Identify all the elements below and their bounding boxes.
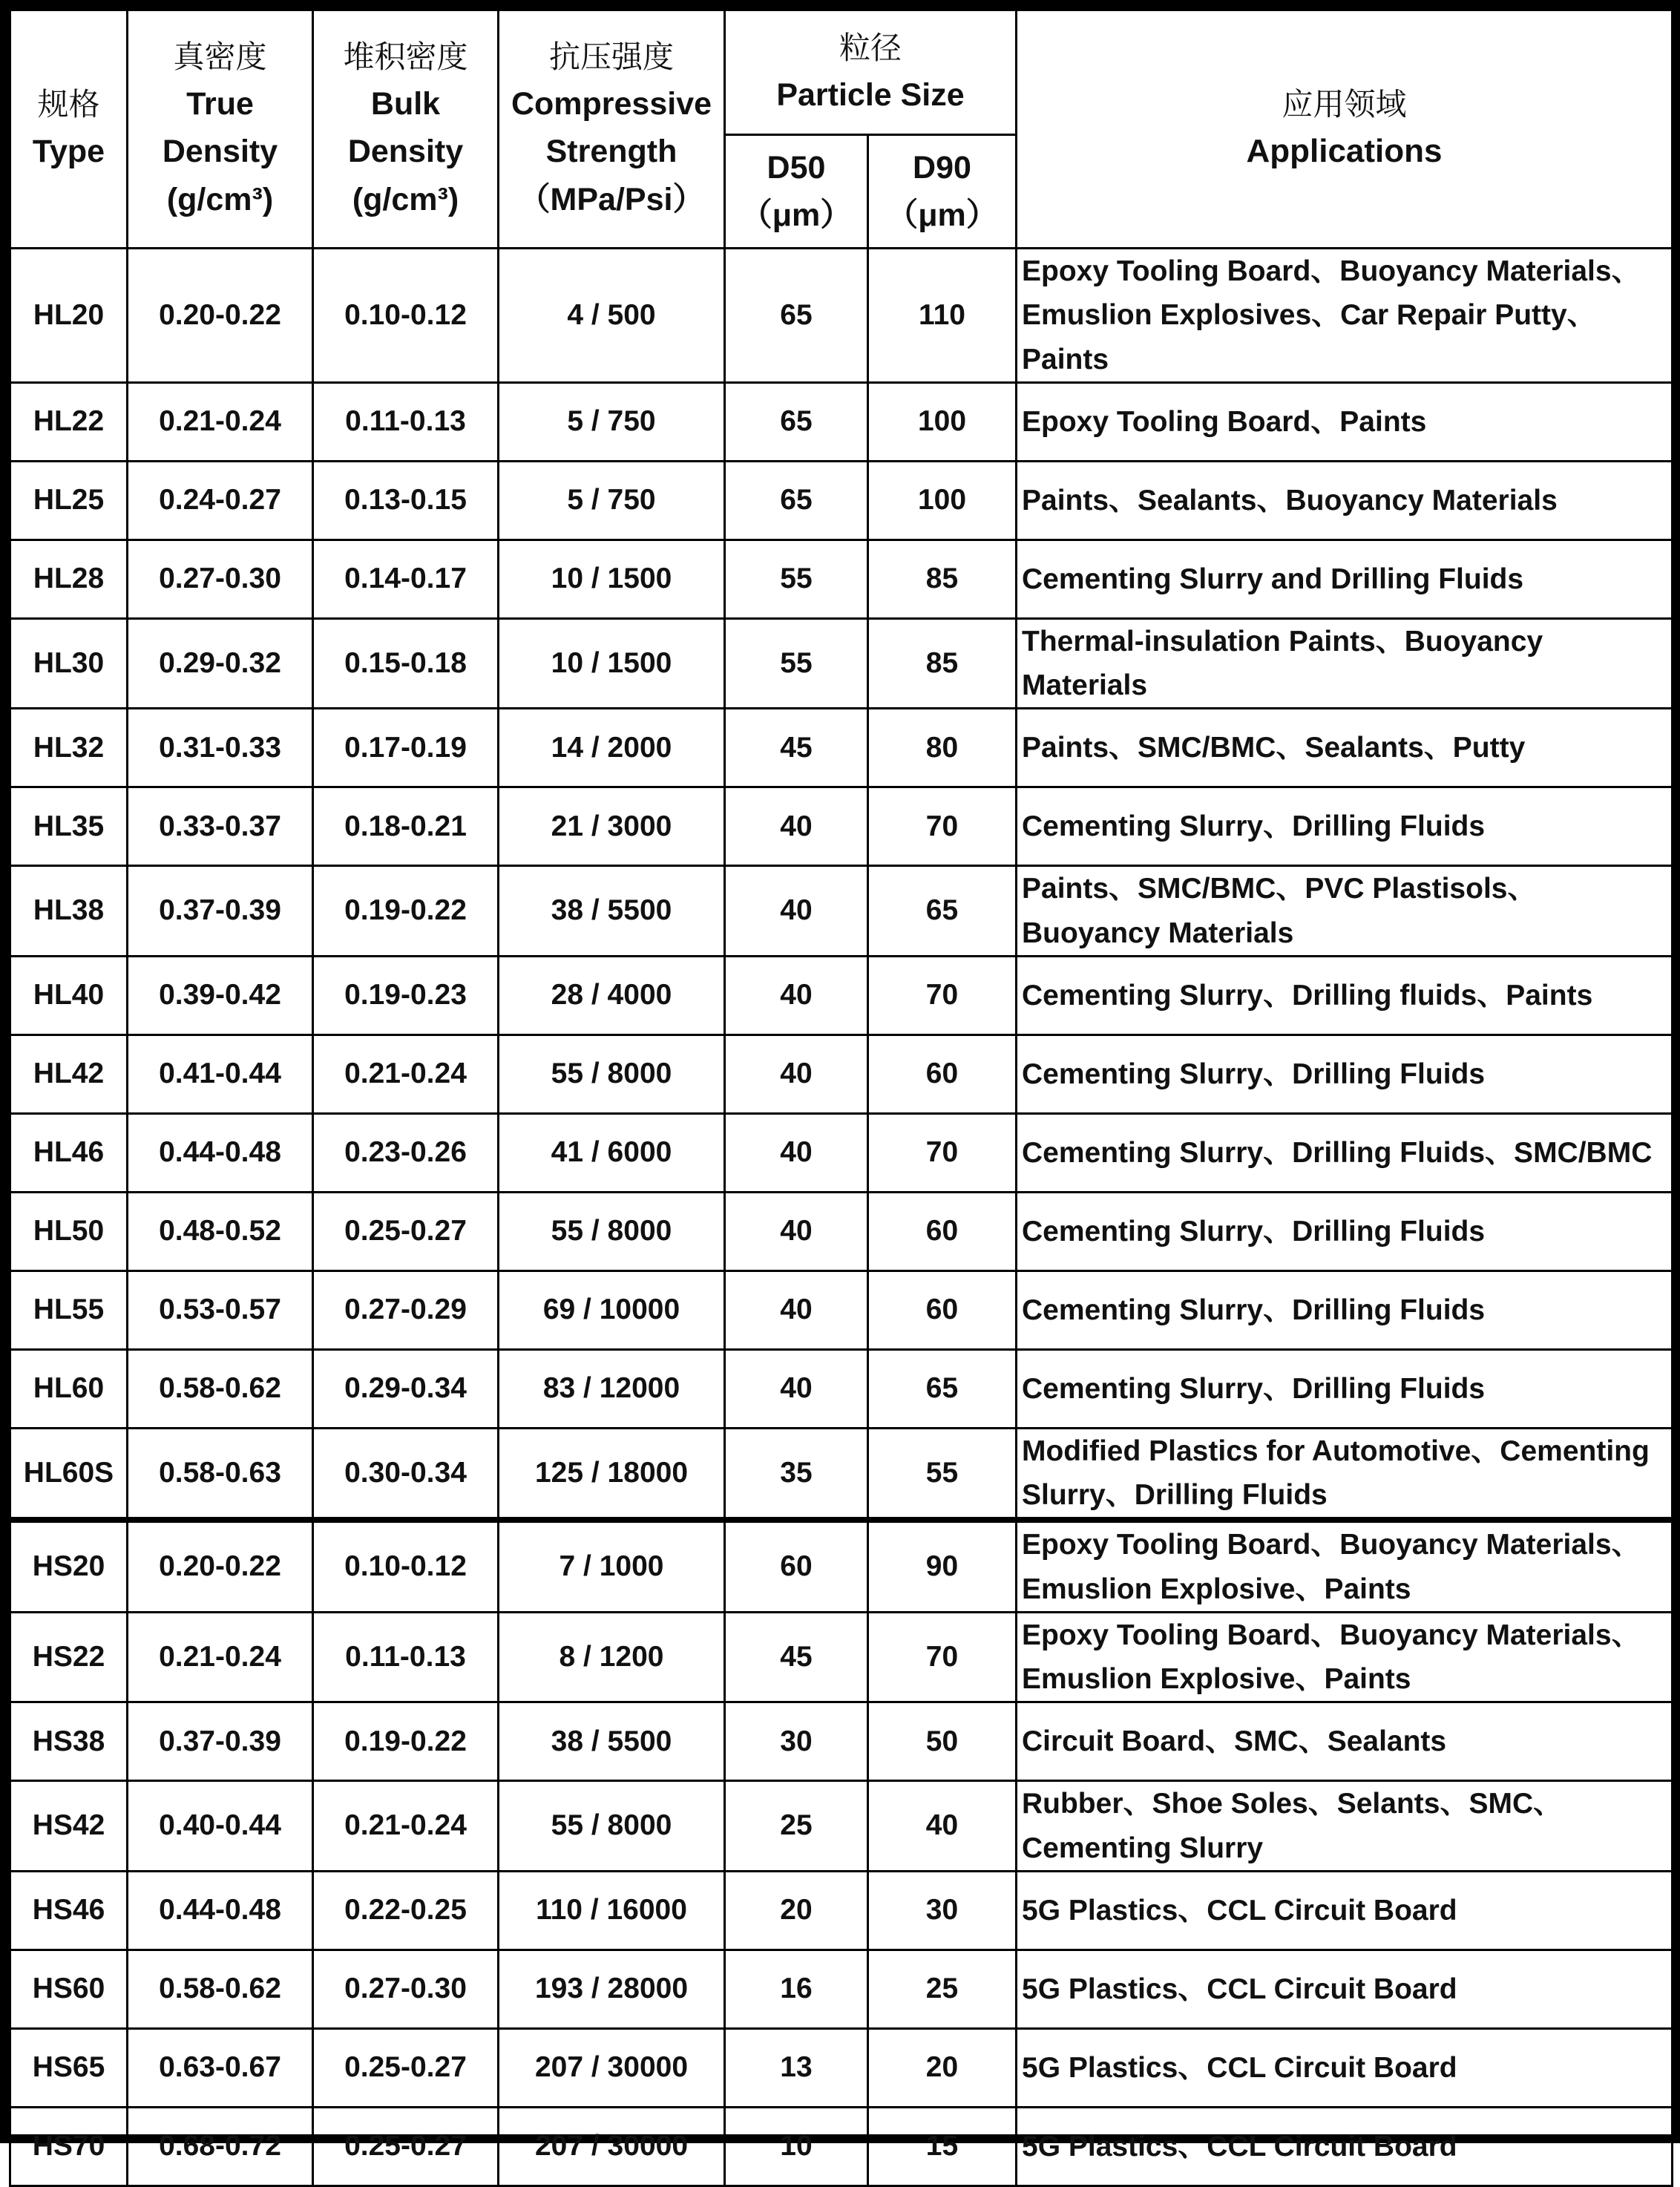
bulk-density-cell: 0.25-0.27 [313,2028,499,2107]
applications-cell: Cementing Slurry、Drilling Fluids [1017,1192,1673,1270]
header-type-zh: 规格 [37,86,100,123]
d50-cell: 65 [725,382,868,461]
d50-cell: 40 [725,787,868,866]
compressive-strength-cell: 21 / 3000 [499,787,725,866]
table-row [10,461,1673,540]
table-row [10,1270,1673,1349]
header-bulk-density-en-1: Bulk [370,85,441,122]
d50-cell: 35 [725,1428,868,1520]
type-cell: HS46 [10,1871,128,1950]
table-body [10,249,1673,2186]
table-row [10,1612,1673,1702]
table-row [10,709,1673,787]
header-bulk-density-zh: 堆积密度 [343,38,468,75]
true-density-cell: 0.68-0.72 [128,2107,313,2186]
header-d50-unit: （μm） [740,197,853,233]
d50-cell: 10 [725,2107,868,2186]
type-cell: HL20 [10,249,128,383]
d50-cell: 65 [725,249,868,383]
type-cell: HS60 [10,1950,128,2028]
bulk-density-cell: 0.14-0.17 [313,540,499,618]
header-strength-en-1: Compressive [511,85,712,122]
d50-cell: 65 [725,461,868,540]
table-row [10,1113,1673,1192]
type-cell: HL28 [10,540,128,618]
true-density-cell: 0.31-0.33 [128,709,313,787]
compressive-strength-cell: 69 / 10000 [499,1270,725,1349]
table-row [10,1349,1673,1428]
type-cell: HL40 [10,956,128,1035]
type-cell: HL55 [10,1270,128,1349]
applications-cell: 5G Plastics、CCL Circuit Board [1017,2028,1673,2107]
d90-cell: 60 [868,1035,1017,1113]
true-density-cell: 0.21-0.24 [128,382,313,461]
table-row [10,1192,1673,1270]
type-cell: HL60 [10,1349,128,1428]
d90-cell: 70 [868,1113,1017,1192]
applications-cell: Cementing Slurry、Drilling Fluids [1017,787,1673,866]
type-cell: HL22 [10,382,128,461]
header-applications-zh: 应用领域 [1282,85,1407,122]
applications-cell: Modified Plastics for Automotive、Cementing Slurry、Drilling Fluids [1017,1428,1673,1520]
table-row [10,382,1673,461]
applications-cell: Paints、Sealants、Buoyancy Materials [1017,461,1673,540]
type-cell: HL38 [10,866,128,957]
header-applications [1017,10,1673,249]
applications-cell: Paints、SMC/BMC、PVC Plastisols、Buoyancy Materials [1017,866,1673,957]
compressive-strength-cell: 83 / 12000 [499,1349,725,1428]
bulk-density-cell: 0.27-0.29 [313,1270,499,1349]
applications-cell: Epoxy Tooling Board、Buoyancy Materials、Emuslion Explosive、Paints [1017,1520,1673,1612]
header-d90-label: D90 [913,149,971,186]
bulk-density-cell: 0.11-0.13 [313,382,499,461]
true-density-cell: 0.37-0.39 [128,1702,313,1781]
header-type-en: Type [32,134,105,170]
type-cell: HS38 [10,1702,128,1781]
applications-cell: 5G Plastics、CCL Circuit Board [1017,1871,1673,1950]
header-true-density-en-2: Density [162,134,278,170]
d90-cell: 40 [868,1781,1017,1872]
applications-cell: Paints、SMC/BMC、Sealants、Putty [1017,709,1673,787]
table-row [10,1871,1673,1950]
compressive-strength-cell: 28 / 4000 [499,956,725,1035]
bulk-density-cell: 0.10-0.12 [313,1520,499,1612]
header-compressive-strength [499,10,725,249]
header-true-density-unit: (g/cm³) [166,181,274,217]
d50-cell: 55 [725,618,868,709]
compressive-strength-cell: 8 / 1200 [499,1612,725,1702]
header-d50 [725,135,868,249]
true-density-cell: 0.63-0.67 [128,2028,313,2107]
d50-cell: 55 [725,540,868,618]
bulk-density-cell: 0.23-0.26 [313,1113,499,1192]
d90-cell: 100 [868,382,1017,461]
true-density-cell: 0.39-0.42 [128,956,313,1035]
header-bulk-density [313,10,499,249]
d90-cell: 55 [868,1428,1017,1520]
applications-cell: 5G Plastics、CCL Circuit Board [1017,2107,1673,2186]
bulk-density-cell: 0.15-0.18 [313,618,499,709]
d90-cell: 15 [868,2107,1017,2186]
header-strength-zh: 抗压强度 [548,38,674,75]
applications-cell: Epoxy Tooling Board、Buoyancy Materials、Emuslion Explosives、Car Repair Putty、Paints [1017,249,1673,383]
d90-cell: 50 [868,1702,1017,1781]
d50-cell: 45 [725,709,868,787]
d90-cell: 70 [868,787,1017,866]
applications-cell: Cementing Slurry、Drilling Fluids [1017,1035,1673,1113]
header-row-1 [10,10,1673,135]
bulk-density-cell: 0.11-0.13 [313,1612,499,1702]
d90-cell: 110 [868,249,1017,383]
bulk-density-cell: 0.21-0.24 [313,1781,499,1872]
table-row [10,1035,1673,1113]
type-cell: HS20 [10,1520,128,1612]
true-density-cell: 0.27-0.30 [128,540,313,618]
d90-cell: 70 [868,956,1017,1035]
d90-cell: 30 [868,1871,1017,1950]
applications-cell: Rubber、Shoe Soles、Selants、SMC、Cementing Slurry [1017,1781,1673,1872]
table-row [10,1520,1673,1612]
true-density-cell: 0.21-0.24 [128,1612,313,1702]
header-d90 [868,135,1017,249]
table-row [10,1702,1673,1781]
header-bulk-density-unit: (g/cm³) [352,181,459,217]
compressive-strength-cell: 10 / 1500 [499,540,725,618]
table-row [10,866,1673,957]
compressive-strength-cell: 38 / 5500 [499,866,725,957]
true-density-cell: 0.53-0.57 [128,1270,313,1349]
d90-cell: 70 [868,1612,1017,1702]
d90-cell: 100 [868,461,1017,540]
bulk-density-cell: 0.17-0.19 [313,709,499,787]
d50-cell: 25 [725,1781,868,1872]
d90-cell: 25 [868,1950,1017,2028]
d50-cell: 45 [725,1612,868,1702]
d90-cell: 85 [868,618,1017,709]
d90-cell: 60 [868,1270,1017,1349]
header-d90-unit: （μm） [886,197,998,233]
type-cell: HL46 [10,1113,128,1192]
type-cell: HL42 [10,1035,128,1113]
applications-cell: Epoxy Tooling Board、Paints [1017,382,1673,461]
type-cell: HL35 [10,787,128,866]
table-row [10,540,1673,618]
compressive-strength-cell: 55 / 8000 [499,1192,725,1270]
true-density-cell: 0.58-0.63 [128,1428,313,1520]
d90-cell: 20 [868,2028,1017,2107]
compressive-strength-cell: 125 / 18000 [499,1428,725,1520]
header-particle-size-zh: 粒径 [839,29,902,66]
bulk-density-cell: 0.25-0.27 [313,2107,499,2186]
applications-cell: Cementing Slurry and Drilling Fluids [1017,540,1673,618]
true-density-cell: 0.41-0.44 [128,1035,313,1113]
d50-cell: 40 [725,1192,868,1270]
true-density-cell: 0.24-0.27 [128,461,313,540]
bulk-density-cell: 0.19-0.22 [313,1702,499,1781]
applications-cell: Cementing Slurry、Drilling fluids、Paints [1017,956,1673,1035]
header-true-density [128,10,313,249]
header-particle-size-en: Particle Size [776,76,965,113]
true-density-cell: 0.58-0.62 [128,1950,313,2028]
bulk-density-cell: 0.19-0.22 [313,866,499,957]
bulk-density-cell: 0.18-0.21 [313,787,499,866]
d50-cell: 20 [725,1871,868,1950]
header-bulk-density-en-2: Density [347,134,464,170]
bulk-density-cell: 0.27-0.30 [313,1950,499,2028]
bulk-density-cell: 0.21-0.24 [313,1035,499,1113]
d50-cell: 30 [725,1702,868,1781]
table-row [10,1428,1673,1520]
applications-cell: Circuit Board、SMC、Sealants [1017,1702,1673,1781]
d50-cell: 40 [725,1035,868,1113]
header-strength-unit: （MPa/Psi） [518,181,705,217]
compressive-strength-cell: 55 / 8000 [499,1781,725,1872]
type-cell: HS42 [10,1781,128,1872]
d50-cell: 40 [725,1349,868,1428]
compressive-strength-cell: 207 / 30000 [499,2107,725,2186]
d90-cell: 85 [868,540,1017,618]
true-density-cell: 0.44-0.48 [128,1113,313,1192]
table-row [10,787,1673,866]
type-cell: HL32 [10,709,128,787]
true-density-cell: 0.37-0.39 [128,866,313,957]
bulk-density-cell: 0.22-0.25 [313,1871,499,1950]
true-density-cell: 0.48-0.52 [128,1192,313,1270]
compressive-strength-cell: 38 / 5500 [499,1702,725,1781]
compressive-strength-cell: 193 / 28000 [499,1950,725,2028]
type-cell: HS22 [10,1612,128,1702]
header-true-density-en-1: True [186,85,254,122]
compressive-strength-cell: 5 / 750 [499,461,725,540]
table-row [10,2028,1673,2107]
table-row [10,249,1673,383]
type-cell: HS70 [10,2107,128,2186]
true-density-cell: 0.20-0.22 [128,1520,313,1612]
applications-cell: Cementing Slurry、Drilling Fluids、SMC/BMC [1017,1113,1673,1192]
applications-cell: Thermal-insulation Paints、Buoyancy Materials [1017,618,1673,709]
d50-cell: 40 [725,866,868,957]
d50-cell: 40 [725,1270,868,1349]
type-cell: HL50 [10,1192,128,1270]
bulk-density-cell: 0.13-0.15 [313,461,499,540]
table-row [10,1950,1673,2028]
compressive-strength-cell: 41 / 6000 [499,1113,725,1192]
bulk-density-cell: 0.10-0.12 [313,249,499,383]
applications-cell: Cementing Slurry、Drilling Fluids [1017,1349,1673,1428]
type-cell: HL60S [10,1428,128,1520]
compressive-strength-cell: 4 / 500 [499,249,725,383]
table-row [10,956,1673,1035]
compressive-strength-cell: 7 / 1000 [499,1520,725,1612]
compressive-strength-cell: 207 / 30000 [499,2028,725,2107]
type-cell: HS65 [10,2028,128,2107]
d50-cell: 40 [725,956,868,1035]
true-density-cell: 0.58-0.62 [128,1349,313,1428]
product-spec-table [9,9,1673,2187]
compressive-strength-cell: 10 / 1500 [499,618,725,709]
compressive-strength-cell: 14 / 2000 [499,709,725,787]
table-row [10,1781,1673,1872]
table-row [10,2107,1673,2186]
d90-cell: 65 [868,866,1017,957]
applications-cell: Cementing Slurry、Drilling Fluids [1017,1270,1673,1349]
true-density-cell: 0.33-0.37 [128,787,313,866]
d50-cell: 16 [725,1950,868,2028]
header-true-density-zh: 真密度 [173,38,267,75]
header-strength-en-2: Strength [545,134,677,170]
true-density-cell: 0.40-0.44 [128,1781,313,1872]
header-applications-en: Applications [1246,133,1443,170]
bulk-density-cell: 0.19-0.23 [313,956,499,1035]
header-type [10,10,128,249]
d90-cell: 80 [868,709,1017,787]
d90-cell: 90 [868,1520,1017,1612]
header-d50-label: D50 [767,149,826,186]
true-density-cell: 0.44-0.48 [128,1871,313,1950]
bulk-density-cell: 0.29-0.34 [313,1349,499,1428]
type-cell: HL30 [10,618,128,709]
d50-cell: 40 [725,1113,868,1192]
true-density-cell: 0.20-0.22 [128,249,313,383]
header-particle-size [725,10,1017,135]
bulk-density-cell: 0.30-0.34 [313,1428,499,1520]
compressive-strength-cell: 110 / 16000 [499,1871,725,1950]
table-header [10,10,1673,249]
bulk-density-cell: 0.25-0.27 [313,1192,499,1270]
applications-cell: Epoxy Tooling Board、Buoyancy Materials、Emuslion Explosive、Paints [1017,1612,1673,1702]
true-density-cell: 0.29-0.32 [128,618,313,709]
d90-cell: 65 [868,1349,1017,1428]
type-cell: HL25 [10,461,128,540]
table-row [10,618,1673,709]
applications-cell: 5G Plastics、CCL Circuit Board [1017,1950,1673,2028]
d50-cell: 13 [725,2028,868,2107]
d90-cell: 60 [868,1192,1017,1270]
d50-cell: 60 [725,1520,868,1612]
compressive-strength-cell: 5 / 750 [499,382,725,461]
compressive-strength-cell: 55 / 8000 [499,1035,725,1113]
